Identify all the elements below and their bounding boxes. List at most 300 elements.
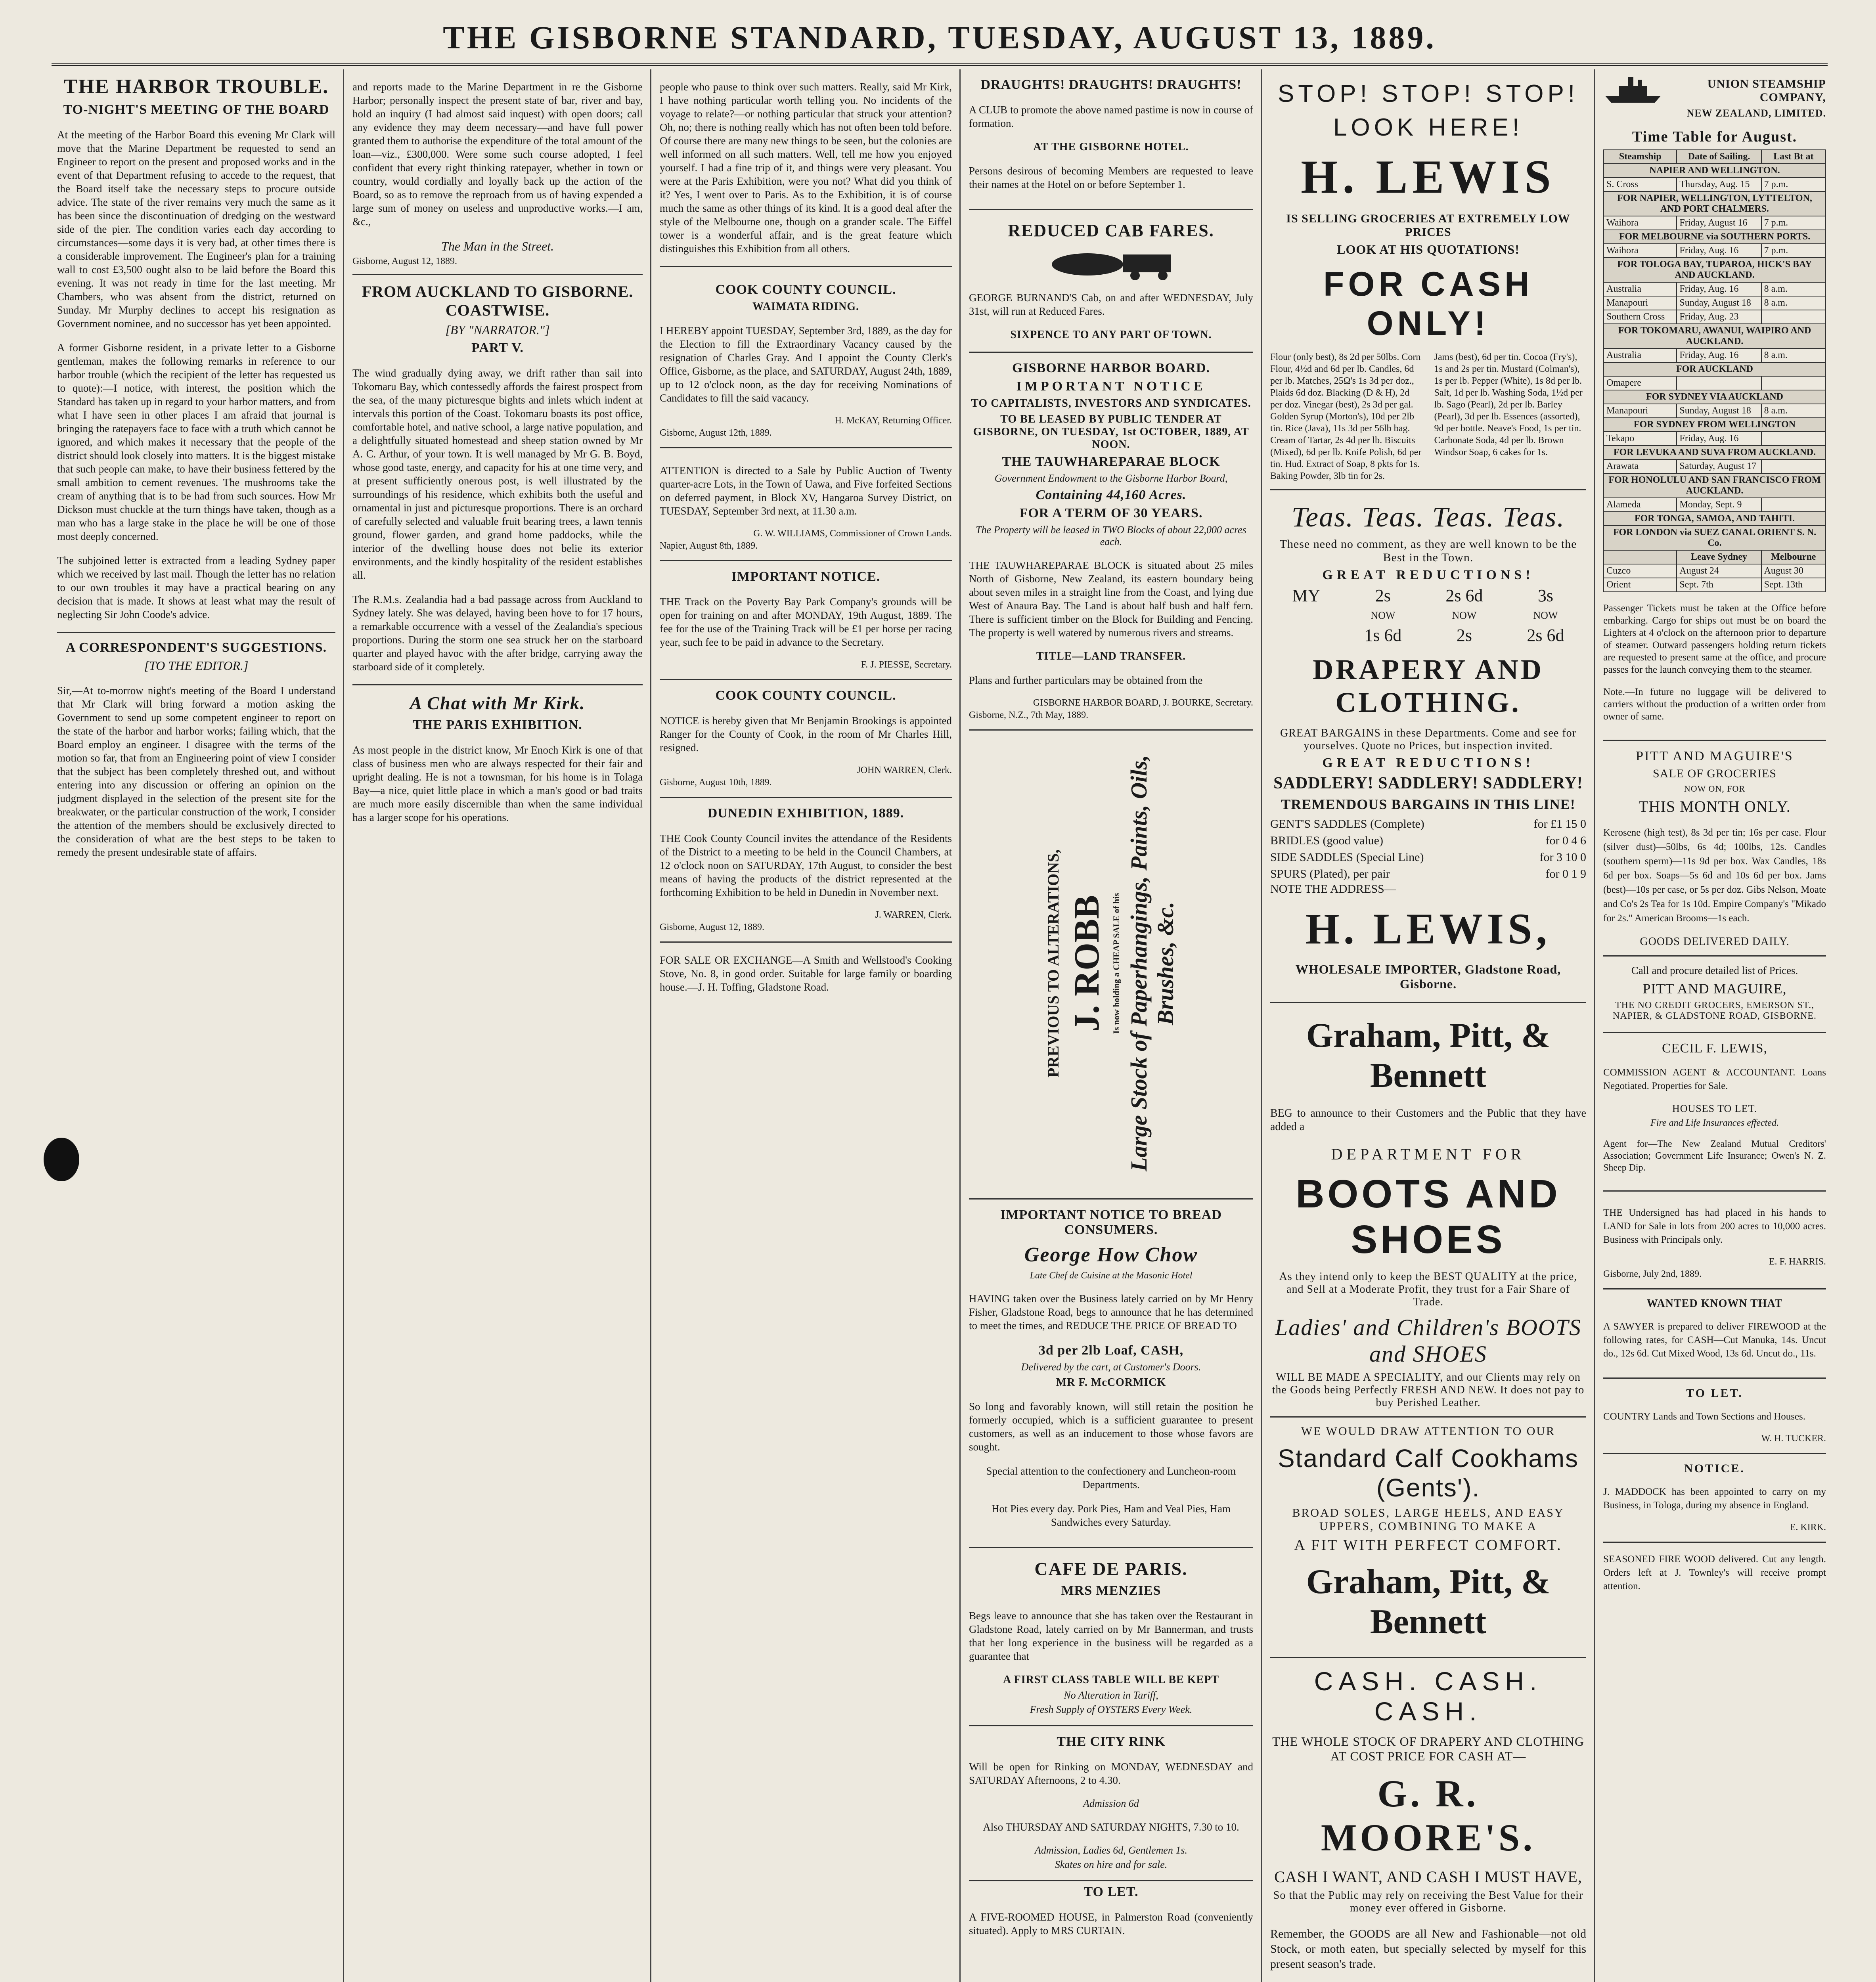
ship-name: Manapouri — [1604, 404, 1677, 418]
ad-sub: NOW ON, FOR — [1684, 784, 1746, 794]
article-byline: [BY "NARRATOR."] — [445, 323, 550, 337]
table-row — [1604, 178, 1826, 191]
ad-sub: TREMENDOUS BARGAINS IN THIS LINE! — [1281, 796, 1575, 812]
ad-sub: IMPORTANT NOTICE — [1016, 379, 1206, 394]
ad-body: A FIVE-ROOMED HOUSE, in Palmerston Road (conveniently situated). Apply to MRS CURTAIN. — [969, 1911, 1253, 1936]
ad-cash: FOR CASH ONLY! — [1323, 265, 1533, 342]
ship-name: Waihora — [1604, 216, 1677, 230]
column-4 — [963, 69, 1259, 1982]
ad-name: G. R. MOORE'S. — [1321, 1772, 1536, 1859]
ad-body: J. MADDOCK has been appointed to carry on my Business, in Tologa, during my absence in England. — [1603, 1486, 1826, 1511]
ad-sub: Fire and Life Insurances effected. — [1650, 1118, 1779, 1128]
boat-time: 7 p.m. — [1761, 216, 1826, 230]
saddle-item: SPURS (Plated), per pair — [1270, 867, 1390, 880]
ad-sub: THE WHOLE STOCK OF DRAPERY AND CLOTHING AT COST PRICE FOR CASH AT— — [1272, 1734, 1584, 1763]
ad-name: Graham, Pitt, & Bennett — [1306, 1563, 1551, 1641]
timetable-header: Steamship — [1604, 150, 1677, 164]
article-paragraph: The R.M.s. Zealandia had a bad passage across from Auckland to Sydney lately. She was delayed, having been hove to for 17 hours, a remarkable occurrence with a vessel of the Zealandia's specious proportions. During the storm one sea struck her on the starboard quarter and played havoc with the after bridge, carrying away the starboard side of it completely. — [352, 593, 643, 673]
divider — [352, 684, 643, 685]
sailing-date: Friday, Aug. 16 — [1677, 348, 1761, 362]
timetable-section: FOR TOLOGA BAY, TUPAROA, HICK'S BAY AND AUCKLAND. — [1604, 258, 1826, 282]
table-row — [1604, 459, 1826, 473]
article-paragraph: At the meeting of the Harbor Board this evening Mr Clark will move that the Marine Department be requested to send an Engineer to report on the present and proposed works and in the event of that Department refusing to accede to the request, that the Board itself take the necessary steps to procure outside advice. The state of the river remains very much the same as it has been since the discontinuation of dredging on the westward side of the pier. The condition varies each day according to circumstances—some days it is very bad, at other times there is a considerable improvement. The Engineer's plan for a training wall to cost £3,500 ought also to be laid before the Board this evening. It was not ready in time for the last meeting. Mr Chambers, who was absent from the district, returned on Sunday. Mr Murphy declines to accept his resignation as Government nominee, and no successor has yet been appointed. — [57, 129, 335, 329]
sailing-date — [1677, 376, 1761, 390]
masthead-title: THE GISBORNE STANDARD, TUESDAY, AUGUST 13, 1889. — [443, 19, 1436, 55]
table-row — [1604, 216, 1826, 230]
ad-sub: NEW ZEALAND, LIMITED. — [1686, 107, 1826, 119]
notice-date: Gisborne, August 10th, 1889. — [660, 777, 772, 788]
ad-sub: Containing 44,160 Acres. — [1036, 488, 1187, 502]
timetable-section: FOR LONDON via SUEZ CANAL ORIENT S. N. Co. — [1604, 526, 1826, 550]
ad-sub: WE WOULD DRAW ATTENTION TO OUR — [1301, 1425, 1556, 1438]
ad-sub: BROAD SOLES, LARGE HEELS, AND EASY UPPERS, COMBINING TO MAKE A — [1292, 1506, 1564, 1533]
notice-title: IMPORTANT NOTICE. — [731, 569, 881, 584]
column-2 — [347, 69, 648, 1982]
ad-sub: SALE OF GROCERIES — [1652, 767, 1777, 780]
table-row — [1604, 404, 1826, 418]
ad-title: TO LET. — [1686, 1387, 1743, 1400]
ad-name: PITT AND MAGUIRE, — [1642, 981, 1787, 997]
boat-time: 7 p.m. — [1761, 178, 1826, 191]
ad-vertical-text: J. ROBB — [1067, 895, 1106, 1032]
saddle-price-list — [1270, 816, 1586, 882]
ship-name: Australia — [1604, 282, 1677, 296]
firewood-ad — [1603, 1289, 1826, 1379]
cafe-ad — [969, 1548, 1253, 1726]
article-paragraph: people who pause to think over such matters. Really, said Mr Kirk, I have nothing particular worth telling you. No incidents of the voyage to relate?—or nothing particular that struck your attention? Oh, no; there is nothing really which has not often been told before. Of course there are many new things to be seen, but the colonies are well informed on all such matters. Well, tell me how you enjoyed yourself. I had a fine trip of it, and things were very pleasant. You were at the Paris Exhibition, were you not? What did you think of it? Yes, I went over to Paris. As to the Exhibition, it is of course much the same as other things of its kind. It is a good deal after the style of the Melbourne one, though on a grander scale. The Eiffel tower is a wonderful affair, and is the great feature which distinguishes this Exhibition from all others. — [660, 81, 952, 254]
ad-vertical-text: Is now holding a CHEAP SALE of his — [1111, 893, 1121, 1034]
tea-old-price: 2s 6d — [1445, 586, 1483, 605]
ad-sub: Fresh Supply of OYSTERS Every Week. — [1030, 1704, 1193, 1715]
ad-sub: Skates on hire and for sale. — [1055, 1859, 1168, 1870]
ad-body: Plans and further particulars may be obtained from the — [969, 674, 1203, 686]
notice-body: THE Cook County Council invites the attendance of the Residents of the District to a meeting to be held in the Council Chambers, at 12 o'clock noon on SATURDAY, 17th August, to consider the best means of having the products of the district represented at the forthcoming Exhibition to be held in Dunedin in November next. — [660, 832, 952, 898]
ad-sub: GREAT REDUCTIONS! — [1322, 568, 1534, 582]
ship-name: Tekapo — [1604, 432, 1677, 446]
boat-time — [1761, 498, 1826, 512]
notice-body: ATTENTION is directed to a Sale by Public Auction of Twenty quarter-acre Lots, in the Town of Uawa, and Five forfeited Sections on deferred payment, in Block XV, Hangaroa Survey District, on TUESDAY, September 3rd next, at 11.30 a.m. — [660, 465, 952, 517]
notice-title: DUNEDIN EXHIBITION, 1889. — [707, 806, 904, 821]
ad-title: CAFE DE PARIS. — [1034, 1559, 1188, 1579]
ad-name: CECIL F. LEWIS, — [1662, 1041, 1767, 1056]
ad-title: DRAPERY AND CLOTHING. — [1313, 654, 1544, 718]
boat-time: 8 a.m. — [1761, 404, 1826, 418]
ad-body: Also THURSDAY AND SATURDAY NIGHTS, 7.30 to 10. — [983, 1821, 1239, 1833]
track-notice — [660, 561, 952, 680]
ad-sub: WILL BE MADE A SPECIALITY, and our Clients may rely on the Goods being Perfectly FRESH AND NEW. It does not pay to buy Perished Leather. — [1272, 1371, 1585, 1409]
column-rule — [343, 69, 344, 1982]
ad-title: STOP! STOP! STOP! — [1277, 80, 1579, 107]
ad-title: Ladies' and Children's BOOTS and SHOES — [1275, 1314, 1582, 1367]
tea-old-price: 3s — [1537, 586, 1553, 605]
saddle-row — [1270, 849, 1586, 866]
notice-signature: F. J. PIESSE, Secretary. — [861, 660, 952, 670]
ad-signature: W. H. TUCKER. — [1761, 1433, 1826, 1444]
ad-body: THE TAUWHAREPARAE BLOCK is situated about 25 miles North of Gisborne, New Zealand, its eastern boundary being about seven miles in a straight line from the Coast, and lying due West of Anaura Bay. The Land is about half bush and half fern. There is sufficient timber on the Block for Building and Fencing. The property is well watered by numerous rivers and streams. — [969, 559, 1253, 639]
article-paragraph: The wind gradually dying away, we drift rather than sail into Tokomaru Bay, which contessedly affords the fairest prospect from the sea, of the many picturesque bights and inlets which indent at intervals this portion of the Coast. Tokomaru boasts its post office, comfortable hotel, and native school, a large native population, and a delightfully situated homestead and sheep station owned by Mr A. C. Arthur, of your town. It is well managed by Mr G. B. Boyd, whose good taste, energy, and capacity for his at one time very, and at present sufficiently onerous post, is well illustrated by the surroundings of his residence, which exhibits both the useful and ornamental in just and picturesque proportions. There is an orchard of carefully selected and valuable fruit bearing trees, a lawn tennis ground, flower garden, and grand home paddocks, while the interior of the dwelling house does not belie its exterior environments, and the kindly hospitality of the resident establishes all. — [352, 367, 643, 581]
letter-signature: The Man in the Street. — [441, 239, 554, 253]
ad-body: HAVING taken over the Business lately carried on by Mr Henry Fisher, Gladstone Road, begs to announce that he has determined to meet the times, and REDUCE THE PRICE OF BREAD TO — [969, 1293, 1253, 1332]
table-row — [1604, 348, 1826, 362]
notice-title: COOK COUNTY COUNCIL. — [715, 688, 896, 703]
boat-time: 8 a.m. — [1761, 296, 1826, 310]
ship-name: Australia — [1604, 348, 1677, 362]
boat-time: August 30 — [1761, 564, 1826, 578]
ad-title: BOOTS AND SHOES — [1296, 1172, 1561, 1262]
bread-ad — [969, 1200, 1253, 1548]
ad-body: COUNTRY Lands and Town Sections and Houses. — [1603, 1411, 1806, 1422]
tea-new-price: 2s — [1456, 626, 1472, 645]
ad-name: Graham, Pitt, & Bennett — [1306, 1016, 1551, 1095]
ad-body: Special attention to the confectionery and Luncheon-room Departments. — [986, 1465, 1236, 1490]
article-title: FROM AUCKLAND TO GISBORNE. COASTWISE. — [362, 283, 634, 319]
boat-time: Sept. 13th — [1761, 578, 1826, 592]
divider — [352, 274, 643, 275]
timetable-header: Date of Sailing. — [1677, 150, 1761, 164]
ad-title: Teas. Teas. Teas. Teas. — [1291, 501, 1565, 533]
harris-land-ad — [1603, 1192, 1826, 1289]
ad-sub: Delivered by the cart, at Customer's Doors. — [1021, 1361, 1201, 1373]
auction-notice — [660, 448, 952, 561]
article-title: THE HARBOR TROUBLE. — [63, 75, 329, 98]
saddle-price: for 0 4 6 — [1545, 834, 1586, 847]
ad-price: 3d per 2lb Loaf, CASH, — [1038, 1343, 1184, 1358]
sailing-date: Friday, August 16 — [1677, 216, 1761, 230]
saddle-row — [1270, 816, 1586, 832]
masthead — [52, 16, 1828, 66]
cab-fares-ad — [969, 210, 1253, 353]
ad-sub: A FIRST CLASS TABLE WILL BE KEPT — [1003, 1674, 1219, 1686]
tea-old-price: 2s — [1375, 586, 1391, 605]
ad-body: Begs leave to announce that she has taken over the Restaurant in Gladstone Road, lately carried on by Mr Bannerman, and trusts that her long experience in the business will be regarded as a guarantee that — [969, 1610, 1253, 1662]
sailing-date: Friday, Aug. 23 — [1677, 310, 1761, 324]
ink-blot — [44, 1138, 79, 1181]
timetable-section: NAPIER AND WELLINGTON. — [1604, 164, 1826, 178]
article-paragraph: Sir,—At to-morrow night's meeting of the Board I understand that Mr Clark will bring forward a motion asking the Government to send up some competent engineer to report on the state of the harbor and harbor works; failing which, that the Board employ an engineer. I disagree with the terms of the motion so far, that from an Engineering point of view I consider that the subject has been completely threshed out, and without entering into any discussion or offering an opinion on the judgment displayed in the selection of the present site for the breakwater, or the particular construction of the work, I consider the attention of the members should be exclusively directed to the consideration of what are the best steps to be taken to remedy the present undesirable state of affairs. — [57, 685, 335, 858]
horse-cab-icon — [1028, 245, 1195, 280]
union-steamship-ad — [1603, 69, 1826, 741]
table-row — [1604, 432, 1826, 446]
ad-note: The Property will be leased in TWO Blocks of about 22,000 acres each. — [976, 524, 1246, 547]
boat-time: 8 a.m. — [1761, 348, 1826, 362]
table-row — [1604, 498, 1826, 512]
ad-sub: Admission, Ladies 6d, Gentlemen 1s. — [1035, 1844, 1187, 1856]
notice-body: I HEREBY appoint TUESDAY, September 3rd, 1889, as the day for the Election to fill the Extraordinary Vacancy caused by the resignation of Charles Gray. And I appoint the County Clerk's Office, Gisborne, as the place, and SATURDAY, August 24th, 1889, up to 12 o'clock noon, as the day for receiving Nominations of Candidates to fill the said vacancy. — [660, 325, 952, 404]
ad-title: IMPORTANT NOTICE TO BREAD CONSUMERS. — [1000, 1207, 1222, 1237]
ad-title: Standard Calf Cookhams (Gents'). — [1277, 1444, 1579, 1502]
sailing-date: Friday, Aug. 16 — [1677, 432, 1761, 446]
lewis-groceries-ad — [1270, 69, 1586, 490]
notice-signature: H. McKAY, Returning Officer. — [835, 415, 952, 426]
ship-name: Omapere — [1604, 376, 1677, 390]
tucker-ad — [1603, 1379, 1826, 1454]
ad-date: Gisborne, July 2nd, 1889. — [1603, 1269, 1702, 1279]
ad-body: Persons desirous of becoming Members are requested to leave their names at the Hotel on or before September 1. — [969, 165, 1253, 190]
column-rule — [650, 69, 651, 1982]
article-part: PART V. — [471, 341, 524, 355]
ship-name: Manapouri — [1604, 296, 1677, 310]
tea-prices — [1270, 586, 1586, 645]
saddle-price: for £1 15 0 — [1533, 817, 1586, 830]
notice-body: NOTICE is hereby given that Mr Benjamin Brookings is appointed Ranger for the County of Cook, in the room of Mr Charles Hill, resigned. — [660, 715, 952, 754]
boat-time — [1761, 432, 1826, 446]
ad-sub: GREAT REDUCTIONS! — [1322, 756, 1534, 770]
ad-place: AT THE GISBORNE HOTEL. — [1033, 141, 1189, 153]
table-row — [1604, 310, 1826, 324]
ad-title: CASH. CASH. CASH. — [1314, 1666, 1543, 1726]
sailing-date: Saturday, August 17 — [1677, 459, 1761, 473]
tea-prefix: MY — [1292, 586, 1321, 605]
ad-sub: NOTE THE ADDRESS— — [1270, 882, 1396, 895]
tea-now: NOW — [1452, 610, 1477, 621]
saddle-item: BRIDLES (good value) — [1270, 834, 1383, 847]
sailing-date: Friday, Aug. 16 — [1677, 282, 1761, 296]
saddle-item: GENT'S SADDLES (Complete) — [1270, 817, 1424, 830]
notice-date: Gisborne, August 12th, 1889. — [660, 428, 772, 438]
ad-sub: TITLE—LAND TRANSFER. — [1036, 650, 1186, 662]
pitt-maguire-ad — [1603, 741, 1826, 1033]
robb-vertical-ad — [969, 731, 1253, 1200]
ad-body: Remember, the GOODS are all New and Fashionable—not old Stock, or moth eaten, but specially selected by myself for this present season's trade. — [1270, 1927, 1586, 1971]
ad-sub: Call and procure detailed list of Prices. — [1631, 964, 1798, 976]
ship-name: Cuzco — [1604, 564, 1677, 578]
boat-time: 8 a.m. — [1761, 282, 1826, 296]
ad-sub: FOR A TERM OF 30 YEARS. — [1019, 506, 1203, 520]
timetable-section: FOR AUCKLAND — [1604, 362, 1826, 376]
tea-now: NOW — [1533, 610, 1558, 621]
ad-title: UNION STEAMSHIP COMPANY, — [1707, 77, 1826, 104]
tea-new-price: 1s 6d — [1364, 626, 1402, 645]
timetable-header: Leave Sydney — [1677, 550, 1761, 564]
boat-time: 7 p.m. — [1761, 244, 1826, 258]
sailing-date: Sept. 7th — [1677, 578, 1761, 592]
column-1 — [52, 69, 341, 1982]
ad-sub: TO BE LEASED BY PUBLIC TENDER AT GISBORNE, ON TUESDAY, 1st OCTOBER, 1889, AT NOON. — [973, 413, 1249, 451]
column-rule — [1261, 69, 1262, 1982]
article-byline: [TO THE EDITOR.] — [144, 658, 249, 673]
ad-body: COMMISSION AGENT & ACCOUNTANT. Loans Negotiated. Properties for Sale. — [1603, 1067, 1826, 1091]
steamship-icon — [1603, 74, 1663, 106]
table-row — [1604, 564, 1826, 578]
table-row — [1604, 296, 1826, 310]
ad-body: Passenger Tickets must be taken at the Office before embarking. Cargo for ships out must be on board the Lighters at 4 o'clock on the afternoon prior to departure of steamer. Outward passengers holding return tickets are requested to present same at the office, and procure passes for the launch conveying them to the steamer. — [1603, 603, 1826, 675]
table-row — [1604, 244, 1826, 258]
sailing-date: Monday, Sept. 9 — [1677, 498, 1761, 512]
table-row — [1604, 376, 1826, 390]
ad-body: BEG to announce to their Customers and the Public that they have added a — [1270, 1107, 1586, 1133]
cecil-lewis-ad — [1603, 1033, 1826, 1192]
ship-name: Southern Cross — [1604, 310, 1677, 324]
ad-sub: SIXPENCE TO ANY PART OF TOWN. — [1010, 329, 1212, 341]
ad-sub: Government Endowment to the Gisborne Harbor Board, — [994, 473, 1228, 484]
timetable-section: FOR TONGA, SAMOA, AND TAHITI. — [1604, 512, 1826, 526]
ad-sub: GOODS DELIVERED DAILY. — [1640, 936, 1790, 948]
moore-ad — [1270, 1666, 1586, 1982]
saddle-price: for 3 10 0 — [1539, 851, 1586, 864]
ship-name: Arawata — [1604, 459, 1677, 473]
ad-name: H. LEWIS — [1301, 150, 1556, 203]
sailing-date: Friday, Aug. 16 — [1677, 244, 1761, 258]
ad-name: MRS MENZIES — [1061, 1583, 1161, 1598]
ad-sub: HOUSES TO LET. — [1672, 1103, 1757, 1114]
ad-title: LOOK HERE! — [1333, 114, 1523, 141]
sale-notice: FOR SALE OR EXCHANGE—A Smith and Wellstood's Cooking Stove, No. 8, in good order. Suitable for large family or boarding house.—J. H. Toffing, Gladstone Road. — [660, 954, 952, 993]
notice-signature: JOHN WARREN, Clerk. — [857, 765, 952, 775]
ad-body: Kerosene (high test), 8s 3d per tin; 16s per case. Flour (silver dust)—50lbs, 6s 4d; 100lbs, 12s. Candles (southern sperm)—11s 9d per box. Wax Candles, 18s 6d per box. Soaps—5s 6d and 10s 6d per box. Jams (best)—10s per case, or 5s per doz. Gibs Nelson, Moate and Co's 2s Tea for 1s 10d. Empire Company's "Mikado for 2s." American Brooms—1s each. — [1603, 827, 1826, 924]
ad-title: THE CITY RINK — [1057, 1734, 1166, 1749]
ad-sub: GREAT BARGAINS in these Departments. Come and see for yourselves. Quote no Prices, but inspection invited. — [1280, 727, 1576, 752]
ad-sub: THE TAUWHAREPARAE BLOCK — [1002, 454, 1220, 469]
harbor-board-ad — [969, 353, 1253, 731]
ad-title: WANTED KNOWN THAT — [1646, 1297, 1783, 1310]
column-3 — [654, 69, 957, 1982]
ranger-notice — [660, 680, 952, 798]
column-rule — [1594, 69, 1595, 1982]
firewood-notice: SEASONED FIRE WOOD delivered. Cut any length. Orders left at J. Townley's will receive prompt attention. — [1603, 1554, 1826, 1592]
article-paragraph: and reports made to the Marine Department in re the Gisborne Harbor; personally inspect the present state of bar, river and bay, hold an inquiry (I had almost said inquest) with open doors; call any evidence they may deem necessary—and have full power granted them to authorise the expenditure of the total amount of the loan—viz., £300,000. Were some such course adopted, I feel confident that every right thinking ratepayer, whether in town or country, would cordially and loyally back up the action of the Board, so as to remove the reproach from us of having expended a large sum of money on useless and unproductive works.—I am, &c., — [352, 81, 643, 228]
tea-new-price: 2s 6d — [1527, 626, 1564, 645]
timetable-section: FOR SYDNEY VIA AUCKLAND — [1604, 390, 1826, 404]
ad-body: Hot Pies every day. Pork Pies, Ham and Veal Pies, Ham Sandwiches every Saturday. — [992, 1503, 1231, 1528]
notice-title: COOK COUNTY COUNCIL. — [715, 282, 896, 297]
ad-title: Time Table for August. — [1632, 128, 1798, 145]
column-5 — [1265, 69, 1592, 1982]
ad-sub: IS SELLING GROCERIES AT EXTREMELY LOW PRICES — [1286, 212, 1570, 239]
timetable-section: FOR HONOLULU AND SAN FRANCISCO FROM AUCKLAND. — [1604, 473, 1826, 498]
timetable-section: FOR SYDNEY FROM WELLINGTON — [1604, 418, 1826, 432]
boat-time — [1761, 376, 1826, 390]
timetable-section: FOR NAPIER, WELLINGTON, LYTTELTON, AND PORT CHALMERS. — [1604, 191, 1826, 216]
ad-body: Agent for—The New Zealand Mutual Creditors' Association; Government Life Insurance; Owen's N. Z. Sheep Dip. — [1603, 1139, 1826, 1173]
ad-sub: These need no comment, as they are well known to be the Best in the Town. — [1279, 538, 1577, 564]
article-paragraph: A former Gisborne resident, in a private letter to a Gisborne gentleman, makes the following remarks in reference to our harbor trouble (which the recipient of the letter has requested us to quote):—I notice, with interest, the position which the Standard has taken up in regard to your harbor matters, and from what I have seen in other places I am afraid that journal is bringing the ratepayers face to face with a truth which cannot be ignored, and which makes it necessary that the people of the district should look closely into matters. It is the biggest mistake that such people can make, to have their business fettered by the small ambition to cement revenues. The mushrooms take the cream of anything that is to be had from such sources. How Mr Dickson must chuckle at the turn things have taken, though as a man who has a large stake in the place he will be one of those most deeply concerned. — [57, 342, 335, 542]
ad-body: THE Undersigned has had placed in his hands to LAND for Sale in lots from 200 acres to 10,000 acres. Business with Principals only. — [1603, 1207, 1826, 1245]
notice-date: Gisborne, August 12, 1889. — [660, 922, 764, 932]
ad-signature: E. KIRK. — [1790, 1522, 1826, 1532]
divider — [1270, 1416, 1586, 1418]
timetable-section: FOR MELBOURNE via SOUTHERN PORTS. — [1604, 230, 1826, 244]
ad-date: Gisborne, N.Z., 7th May, 1889. — [969, 710, 1089, 720]
ad-sub: LOOK AT HIS QUOTATIONS! — [1337, 242, 1520, 256]
notice-body: THE Track on the Poverty Bay Park Company's grounds will be open for training on and after MONDAY, 19th August, 1889. The fee for the use of the Training Track will be £1 per horse per racing year, such fee to be paid in advance to the Secretary. — [660, 596, 952, 648]
timetable-section: FOR TOKOMARU, AWANUI, WAIPIRO AND AUCKLAND. — [1604, 324, 1826, 348]
boat-time — [1761, 310, 1826, 324]
tea-now: NOW — [1371, 610, 1396, 621]
ad-sub: No Alteration in Tariff, — [1064, 1689, 1158, 1701]
ad-signature: E. F. HARRIS. — [1769, 1257, 1826, 1267]
ad-name: H. LEWIS, — [1306, 905, 1551, 953]
ad-body: A SAWYER is prepared to deliver FIREWOOD at the following rates, for CASH—Cut Manuka, 14s. Uncut do., 12s 6d. Cut Mixed Wood, 13s 6d. Uncut do., 11s. — [1603, 1321, 1826, 1359]
ad-title: TO LET. — [1083, 1884, 1139, 1899]
sailing-date: Sunday, August 18 — [1677, 296, 1761, 310]
ad-title: REDUCED CAB FARES. — [1008, 221, 1214, 240]
divider — [660, 266, 952, 267]
column-rule — [959, 69, 961, 1982]
ad-sub: CASH I WANT, AND CASH I MUST HAVE, — [1274, 1868, 1582, 1886]
ad-signature: GISBORNE HARBOR BOARD, J. BOURKE, Secretary. — [1033, 698, 1253, 708]
ad-sub: Late Chef de Cuisine at the Masonic Hotel — [1030, 1270, 1193, 1281]
ad-address: WHOLESALE IMPORTER, Gladstone Road, Gisborne. — [1295, 962, 1561, 991]
ad-sub: MR F. McCORMICK — [1056, 1376, 1166, 1389]
ship-name: S. Cross — [1604, 178, 1677, 191]
sailing-date: Thursday, Aug. 15 — [1677, 178, 1761, 191]
ship-name: Orient — [1604, 578, 1677, 592]
ad-sub: DEPARTMENT FOR — [1331, 1145, 1526, 1163]
ad-body: So long and favorably known, will still retain the position he formerly occupied, which is a sufficient guarantee to present customers, as well as an inducement to those whose favors are sought. — [969, 1400, 1253, 1453]
ad-address: THE NO CREDIT GROCERS, EMERSON ST., NAPIER, & GLADSTONE ROAD, GISBORNE. — [1613, 1000, 1817, 1021]
article-subtitle: TO-NIGHT'S MEETING OF THE BOARD — [63, 102, 329, 117]
exhibition-notice — [660, 798, 952, 943]
article-subtitle: THE PARIS EXHIBITION. — [413, 717, 582, 732]
ad-vertical-text: PREVIOUS TO ALTERATIONS, — [1044, 849, 1062, 1077]
sailing-date: August 24 — [1677, 564, 1761, 578]
ad-body: Note.—In future no luggage will be delivered to carriers without the production of a written order from owner of same. — [1603, 687, 1826, 722]
ad-title: NOTICE. — [1684, 1462, 1745, 1475]
article-paragraph: The subjoined letter is extracted from a leading Sydney paper which we received by last mail. Though the letter has no relation to our own troubles it may have a practical bearing on any decision that is made. It shows at least what may the result of neglecting Sir John Coode's advice. — [57, 555, 335, 620]
timetable-header: Last Bt at — [1761, 150, 1826, 164]
ad-sub: TO CAPITALISTS, INVESTORS AND SYNDICATES. — [971, 397, 1251, 409]
ship-name: Alameda — [1604, 498, 1677, 512]
ad-vertical-text: Large Stock of Paperhangings, Paints, Oils, Brushes, &c. — [1126, 755, 1178, 1172]
notice-signature: J. WARREN, Clerk. — [875, 910, 952, 920]
ad-name: George How Chow — [1024, 1244, 1198, 1266]
ad-body: A CLUB to promote the above named pastime is now in course of formation. — [969, 104, 1253, 129]
council-notice — [660, 274, 952, 448]
saddle-row — [1270, 832, 1586, 849]
divider — [57, 632, 335, 633]
article-title: A Chat with Mr Kirk. — [410, 693, 586, 713]
notice-subtitle: WAIMATA RIDING. — [752, 300, 860, 313]
ad-title: PITT AND MAGUIRE'S — [1636, 749, 1794, 763]
ad-sub: THIS MONTH ONLY. — [1639, 798, 1791, 815]
table-row — [1604, 578, 1826, 592]
timetable-header — [1604, 550, 1677, 564]
notice-signature: G. W. WILLIAMS, Commissioner of Crown Lands. — [753, 528, 952, 539]
article-title: A CORRESPONDENT'S SUGGESTIONS. — [65, 640, 327, 655]
ad-body: GEORGE BURNAND'S Cab, on and after WEDNESDAY, July 31st, will run at Reduced Fares. — [969, 292, 1253, 317]
article-paragraph: As most people in the district know, Mr Enoch Kirk is one of that class of business men who are always respected for their fair and upright dealing. He is not a townsman, for his home is in Tolaga Bay—a nice, quiet little place in which a man's good or bad traits are much more easily discernible than when the same individual has a larger scope for his operations. — [352, 744, 643, 823]
rink-ad — [969, 1726, 1253, 1881]
ad-title: SADDLERY! SADDLERY! SADDLERY! — [1273, 774, 1583, 792]
saddle-price: for 0 1 9 — [1545, 867, 1586, 880]
ad-title: DRAUGHTS! DRAUGHTS! DRAUGHTS! — [980, 77, 1242, 92]
saddle-row — [1270, 866, 1586, 882]
kirk-notice — [1603, 1454, 1826, 1543]
ship-name: Waihora — [1604, 244, 1677, 258]
ad-title: GISBORNE HARBOR BOARD. — [1012, 361, 1210, 375]
price-list-left: Flour (only best), 8s 2d per 50lbs. Corn Flour, 4½d and 6d per lb. Candles, 6d per lb. Matches, 25Ω's 1s 3d per doz., Plaids 6d doz. Blacking (D & H), 2d per doz. Vinegar (best), 2s 3d per gal. Golden Syrup (Morton's), 10d per 2lb tin. Rice (Java), 11s 3d per 56lb bag. Cream of Tartar, 2s 4d per lb. Biscuits (Mixed), 6d per lb. Knife Polish, 6d per tin. Hud. Extract of Soap, 8 pkts for 1s. Baking Powder, 3lb tin for 2s. — [1270, 352, 1422, 481]
price-list-right: Jams (best), 6d per tin. Cocoa (Fry's), 1s and 2s per tin. Mustard (Colman's), 1s per lb. Pepper (White), 1s 8d per lb. Salt, 1d per lb. Washing Soda, 1½d per lb. Sago (Pearl), 2d per lb. Barley (Pearl), 3d per lb. Essences (assorted), 9d per bottle. Neave's Food, 1s per tin. Carbonate Soda, 4d per lb. Brown Windsor Soap, 6 cakes for 1s. — [1434, 352, 1583, 457]
saddle-item: SIDE SADDLES (Special Line) — [1270, 851, 1424, 864]
boat-time — [1761, 459, 1826, 473]
sailing-date: Sunday, August 18 — [1677, 404, 1761, 418]
column-6 — [1598, 69, 1832, 1982]
divider — [1603, 955, 1826, 957]
letter-date: Gisborne, August 12, 1889. — [352, 256, 457, 266]
ad-sub: As they intend only to keep the BEST QUALITY at the price, and Sell at a Moderate Profit, they trust for a Fair Share of Trade. — [1279, 1270, 1577, 1308]
teas-ad — [1270, 490, 1586, 1003]
timetable — [1603, 149, 1826, 592]
gpb-boots-ad — [1270, 1003, 1586, 1658]
timetable-section: FOR LEVUKA AND SUVA FROM AUCKLAND. — [1604, 446, 1826, 459]
draughts-club-ad — [969, 69, 1253, 210]
ad-sub: A FIT WITH PERFECT COMFORT. — [1294, 1537, 1562, 1553]
notice-date: Napier, August 8th, 1889. — [660, 541, 758, 551]
table-row — [1604, 282, 1826, 296]
ad-sub: So that the Public may rely on receiving the Best Value for their money ever offered in Gisborne. — [1273, 1889, 1583, 1914]
ad-sub: Admission 6d — [1083, 1798, 1139, 1809]
ad-body: Will be open for Rinking on MONDAY, WEDNESDAY and SATURDAY Afternoons, 2 to 4.30. — [969, 1761, 1253, 1786]
